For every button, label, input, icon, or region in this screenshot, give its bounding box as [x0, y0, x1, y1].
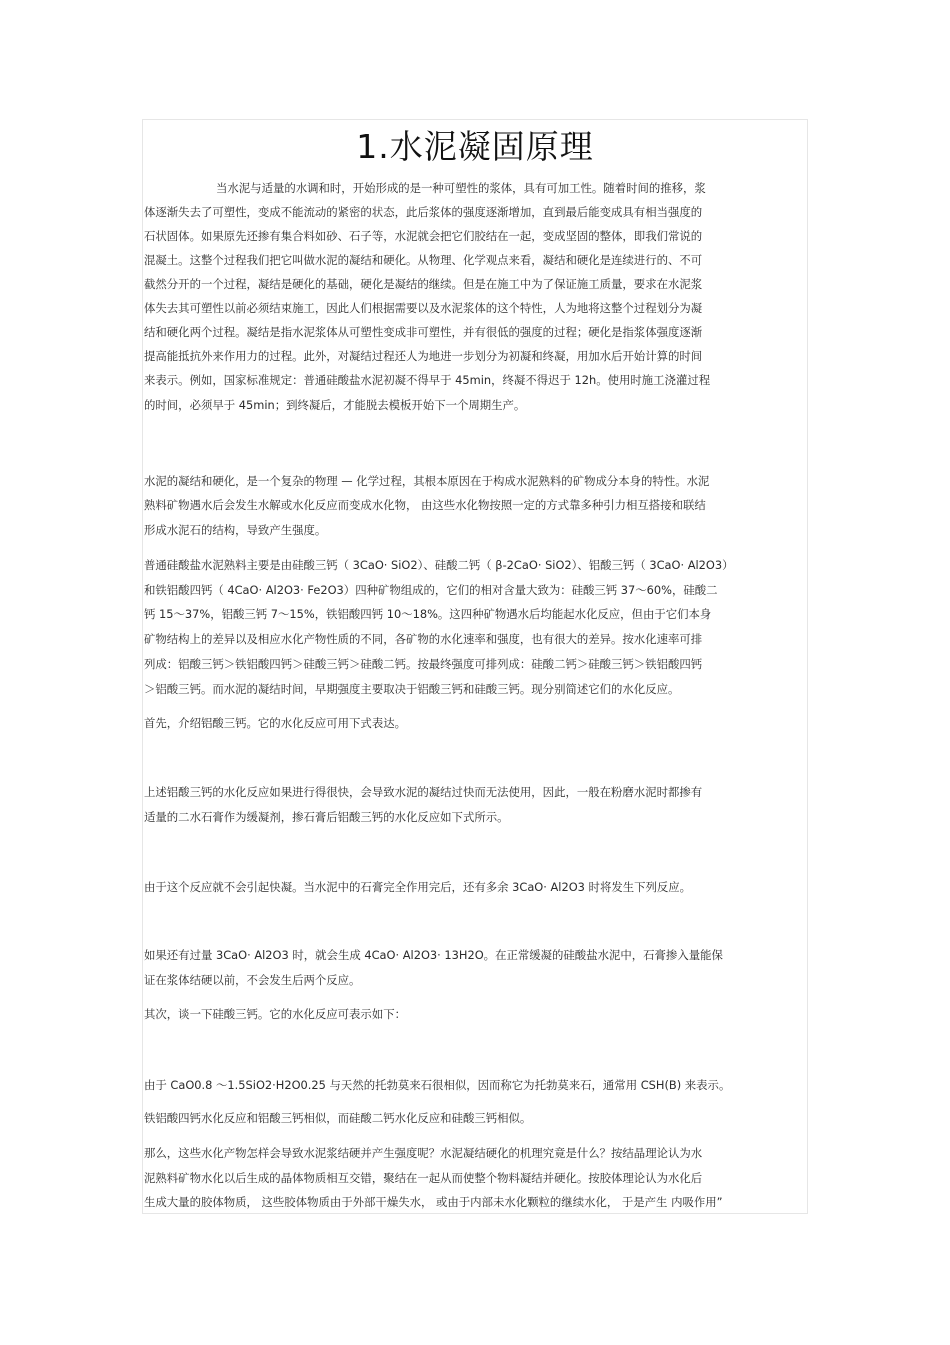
paragraph-1-line: 石状固体。如果原先还掺有集合料如砂、石子等，水泥就会把它们胶结在一起，变成坚固的整体，即我们常说的 — [144, 229, 703, 243]
paragraph-2-line: 形成水泥石的结构，导致产生强度。 — [144, 523, 327, 537]
paragraph-1-line: 的时间，必须早于 45min；到终凝后，才能脱去模板开始下一个周期生产。 — [144, 398, 526, 412]
paragraph-6-line: 由于这个反应就不会引起快凝。当水泥中的石膏完全作用完后，还有多余 3CaO· Al2O3 时将发生下列反应。 — [144, 880, 692, 894]
paragraph-1-line: 提高能抵抗外来作用力的过程。此外，对凝结过程还人为地进一步划分为初凝和终凝，用加水后开始计算的时间 — [144, 349, 703, 363]
paragraph-3-line: 矿物结构上的差异以及相应水化产物性质的不同，各矿物的水化速率和强度，也有很大的差异。按水化速率可排 — [144, 632, 703, 646]
paragraph-11-line: 泥熟料矿物水化以后生成的晶体物质相互交错，聚结在一起从而使整个物料凝结并硬化。按胶体理论认为水化后 — [144, 1171, 703, 1185]
paragraph-1-line: 来表示。例如，国家标准规定：普通硅酸盐水泥初凝不得早于 45min，终凝不得迟于 12h。使用时施工浇灌过程 — [144, 373, 711, 387]
paragraph-1-line: 体逐渐失去了可塑性，变成不能流动的紧密的状态，此后浆体的强度逐渐增加，直到最后能变成具有相当强度的 — [144, 205, 703, 219]
paragraph-3-line: 列成：铝酸三钙＞铁铝酸四钙＞硅酸三钙＞硅酸二钙。按最终强度可排列成：硅酸二钙＞硅酸三钙＞铁铝酸四钙 — [144, 657, 703, 671]
paragraph-1-line: 结和硬化两个过程。凝结是指水泥浆体从可塑性变成非可塑性，并有很低的强度的过程；硬化是指浆体强度逐渐 — [144, 325, 703, 339]
document-title: 1.水泥凝固原理 — [356, 127, 594, 166]
paragraph-3-line: 普通硅酸盐水泥熟料主要是由硅酸三钙（ 3CaO· SiO2）、硅酸二钙（ β-2CaO· SiO2）、铝酸三钙（ 3CaO· Al2O3） — [144, 558, 734, 572]
paragraph-10-line: 铁铝酸四钙水化反应和铝酸三钙相似，而硅酸二钙水化反应和硅酸三钙相似。 — [144, 1111, 532, 1125]
paragraph-9-line: 由于 CaO0.8 ～1.5SiO2·H2O0.25 与天然的托勃莫来石很相似，因而称它为托勃莫来石，通常用 CSH(B) 来表示。 — [144, 1078, 731, 1092]
paragraph-8-line: 其次，谈一下硅酸三钙。它的水化反应可表示如下： — [144, 1007, 406, 1021]
paragraph-1-line: 当水泥与适量的水调和时，开始形成的是一种可塑性的浆体，具有可加工性。随着时间的推移，浆 — [216, 181, 706, 195]
paragraph-3-line: ＞铝酸三钙。而水泥的凝结时间，早期强度主要取决于铝酸三钙和硅酸三钙。现分别简述它们的水化反应。 — [144, 682, 680, 696]
paragraph-7-line: 证在浆体结硬以前，不会发生后两个反应。 — [144, 973, 361, 987]
paragraph-3-line: 和铁铝酸四钙（ 4CaO· Al2O3· Fe2O3）四种矿物组成的，它们的相对含量大致为：硅酸三钙 37～60%，硅酸二 — [144, 583, 718, 597]
paragraph-5-line: 上述铝酸三钙的水化反应如果进行得很快，会导致水泥的凝结过快而无法使用，因此，一般在粉磨水泥时都掺有 — [144, 785, 703, 799]
paragraph-1-line: 体失去其可塑性以前必须结束施工，因此人们根据需要以及水泥浆体的这个特性，人为地将这整个过程划分为凝 — [144, 301, 703, 315]
paragraph-5-line: 适量的二水石膏作为缓凝剂，掺石膏后铝酸三钙的水化反应如下式所示。 — [144, 810, 509, 824]
paragraph-2-line: 熟料矿物遇水后会发生水解或水化反应而变成水化物， 由这些水化物按照一定的方式靠多种引力相互搭接和联结 — [144, 498, 706, 512]
paragraph-2-line: 水泥的凝结和硬化，是一个复杂的物理 — 化学过程，其根本原因在于构成水泥熟料的矿物成分本身的特性。水泥 — [144, 474, 710, 488]
paragraph-4-line: 首先，介绍铝酸三钙。它的水化反应可用下式表达。 — [144, 716, 406, 730]
paragraph-11-line: 那么，这些水化产物怎样会导致水泥浆结硬并产生强度呢？水泥凝结硬化的机理究竟是什么？按结晶理论认为水 — [144, 1146, 703, 1160]
paragraph-3-line: 钙 15～37%，铝酸三钙 7～15%，铁铝酸四钙 10～18%。这四种矿物遇水后均能起水化反应，但由于它们本身 — [144, 607, 712, 621]
paragraph-1-line: 截然分开的一个过程，凝结是硬化的基础，硬化是凝结的继续。但是在施工中为了保证施工质量，要求在水泥浆 — [144, 277, 703, 291]
paragraph-7-line: 如果还有过量 3CaO· Al2O3 时，就会生成 4CaO· Al2O3· 13H2O。在正常缓凝的硅酸盐水泥中，石膏掺入量能保 — [144, 948, 723, 962]
paragraph-11-line: 生成大量的胶体物质， 这些胶体物质由于外部干燥失水， 或由于内部未水化颗粒的继续水化， 于是产生 内吸作用” — [144, 1195, 723, 1209]
paragraph-1-line: 混凝土。这整个过程我们把它叫做水泥的凝结和硬化。从物理、化学观点来看，凝结和硬化是连续进行的、不可 — [144, 253, 703, 267]
